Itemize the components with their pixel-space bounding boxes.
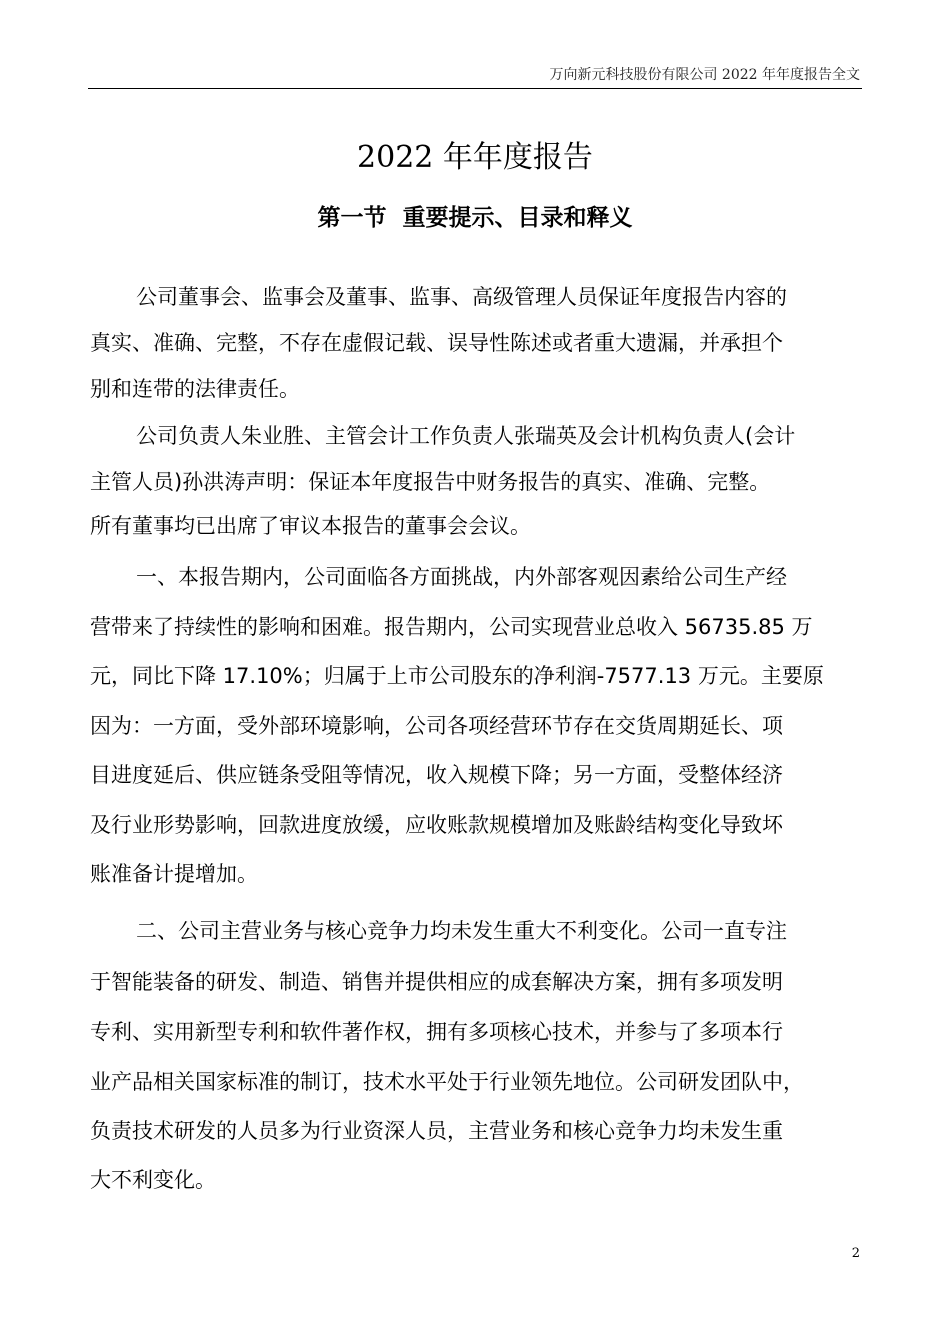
paragraph-line: 所有董事均已出席了审议本报告的董事会会议。 xyxy=(90,514,531,538)
header-divider xyxy=(88,88,862,89)
page-number: 2 xyxy=(851,1246,860,1261)
report-title: 2022 年年度报告 xyxy=(357,140,593,176)
paragraph-line: 账准备计提增加。 xyxy=(90,862,258,886)
paragraph-line: 及行业形势影响，回款进度放缓，应收账款规模增加及账龄结构变化导致坏 xyxy=(90,813,783,837)
paragraph-line: 专利、实用新型专利和软件著作权，拥有多项核心技术，并参与了多项本行 xyxy=(90,1020,783,1044)
paragraph-line: 负责技术研发的人员多为行业资深人员，主营业务和核心竞争力均未发生重 xyxy=(90,1119,783,1143)
paragraph-line: 营带来了持续性的影响和困难。报告期内，公司实现营业总收入 56735.85 万 xyxy=(90,615,813,639)
paragraph-line: 于智能装备的研发、制造、销售并提供相应的成套解决方案，拥有多项发明 xyxy=(90,970,783,994)
paragraph-line: 因为：一方面，受外部环境影响，公司各项经营环节存在交货周期延长、项 xyxy=(90,714,783,738)
paragraph-line: 二、公司主营业务与核心竞争力均未发生重大不利变化。公司一直专注 xyxy=(136,919,787,943)
paragraph-line: 主管人员)孙洪涛声明：保证本年度报告中财务报告的真实、准确、完整。 xyxy=(90,470,771,494)
paragraph-line: 元，同比下降 17.10%；归属于上市公司股东的净利润-7577.13 万元。主要原 xyxy=(90,664,824,688)
paragraph-line: 业产品相关国家标准的制订，技术水平处于行业领先地位。公司研发团队中， xyxy=(90,1070,804,1094)
section-title: 第一节 重要提示、目录和释义 xyxy=(317,205,633,231)
paragraph-line: 公司董事会、监事会及董事、监事、高级管理人员保证年度报告内容的 xyxy=(136,285,787,309)
paragraph-line: 一、本报告期内，公司面临各方面挑战，内外部客观因素给公司生产经 xyxy=(136,565,787,589)
paragraph-line: 公司负责人朱业胜、主管会计工作负责人张瑞英及会计机构负责人(会计 xyxy=(136,424,796,448)
paragraph-line: 真实、准确、完整，不存在虚假记载、误导性陈述或者重大遗漏，并承担个 xyxy=(90,331,783,355)
header-company-report-title: 万向新元科技股份有限公司 2022 年年度报告全文 xyxy=(549,67,860,83)
paragraph-line: 大不利变化。 xyxy=(90,1168,216,1192)
paragraph-line: 别和连带的法律责任。 xyxy=(90,377,300,401)
paragraph-line: 目进度延后、供应链条受阻等情况，收入规模下降；另一方面，受整体经济 xyxy=(90,763,783,787)
